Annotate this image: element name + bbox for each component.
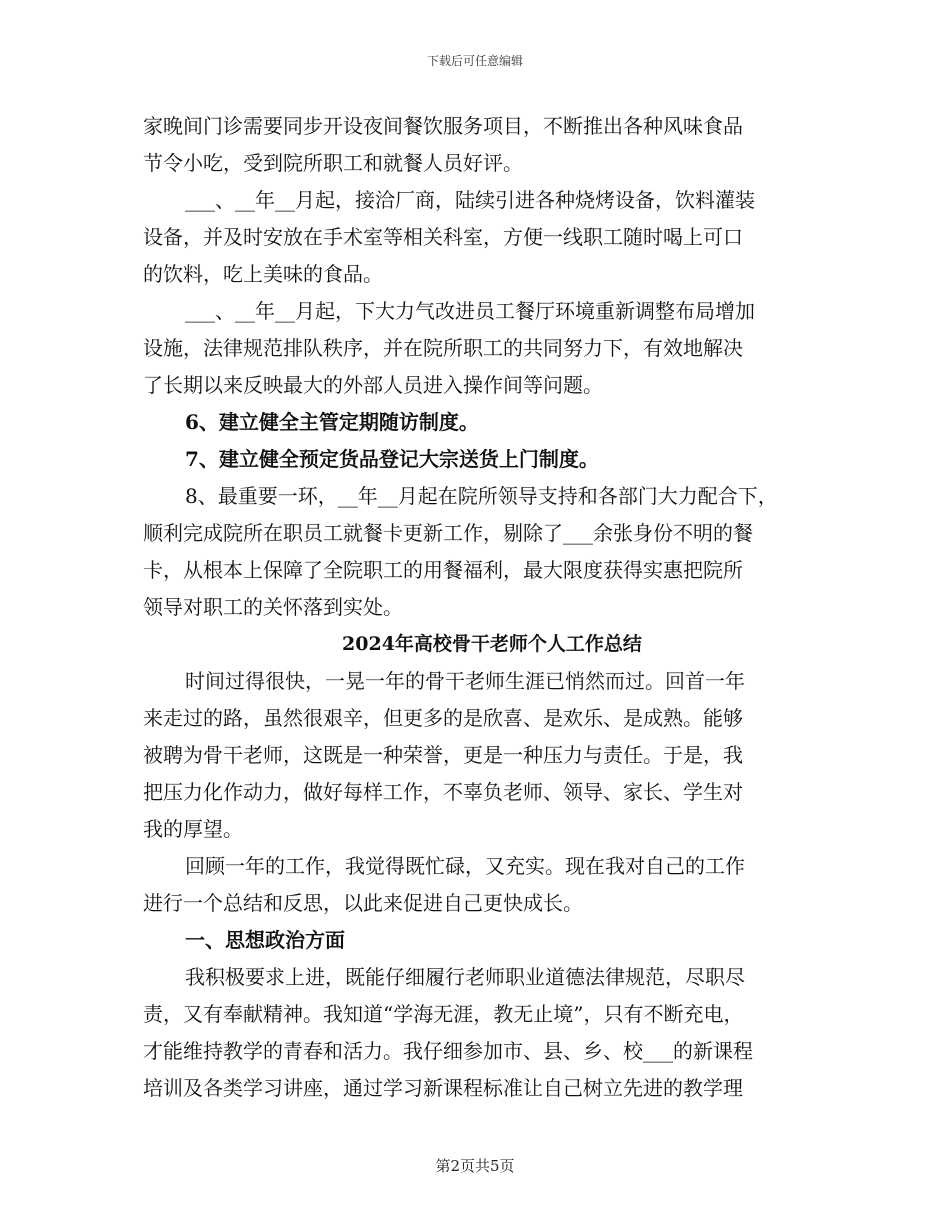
- paragraph-line: 设施，法律规范排队秩序，并在院所职工的共同努力下，有效地解决: [143, 336, 743, 360]
- paragraph-line: 回顾一年的工作，我觉得既忙碌，又充实。现在我对自己的工作: [185, 854, 745, 878]
- paragraph-line: 节令小吃，受到院所职工和就餐人员好评。: [143, 151, 523, 175]
- paragraph-line: 我积极要求上进，既能仔细履行老师职业道德法律规范，尽职尽: [185, 965, 745, 989]
- paragraph-line: 进行一个总结和反思，以此来促进自己更快成长。: [143, 891, 583, 915]
- paragraph-line: 卡，从根本上保障了全院职工的用餐福利，最大限度获得实惠把院所: [143, 558, 743, 582]
- paragraph-line: 培训及各类学习讲座，通过学习新课程标准让自己树立先进的教学理: [143, 1076, 743, 1100]
- paragraph-line: 我的厚望。: [143, 817, 243, 841]
- paragraph-line: 时间过得很快，一晃一年的骨干老师生涯已悄然而过。回首一年: [185, 669, 745, 693]
- paragraph-line: 责，又有奉献精神。我知道“学海无涯，教无止境”，只有不断充电，: [143, 1002, 744, 1026]
- page-footer: 第2页共5页: [435, 1157, 515, 1175]
- paragraph-line: ___、__年__月起，接洽厂商，陆续引进各种烧烤设备，饮料灌装: [185, 188, 755, 212]
- document-body: [143, 108, 811, 1107]
- paragraph-line: 8、最重要一环，__年__月起在院所领导支持和各部门大力配合下，: [185, 484, 778, 508]
- paragraph-line: 的饮料，吃上美味的食品。: [143, 262, 383, 286]
- paragraph-line: 家晚间门诊需要同步开设夜间餐饮服务项目，不断推出各种风味食品: [143, 114, 743, 138]
- section-heading: 一、思想政治方面: [185, 928, 345, 952]
- paragraph-line: 被聘为骨干老师，这既是一种荣誉，更是一种压力与责任。于是，我: [143, 743, 743, 767]
- paragraph-line: 把压力化作动力，做好每样工作，不辜负老师、领导、家长、学生对: [143, 780, 743, 804]
- paragraph-line: ___、__年__月起，下大力气改进员工餐厅环境重新调整布局增加: [185, 299, 755, 323]
- paragraph-line: 来走过的路，虽然很艰辛，但更多的是欣喜、是欢乐、是成熟。能够: [143, 706, 743, 730]
- paragraph-line: 了长期以来反映最大的外部人员进入操作间等问题。: [143, 373, 603, 397]
- section-heading: 7、建立健全预定货品登记大宗送货上门制度。: [185, 447, 599, 471]
- section-heading: 6、建立健全主管定期随访制度。: [185, 410, 479, 434]
- paragraph-line: 才能维持教学的青春和活力。我仔细参加市、县、乡、校___的新课程: [143, 1039, 753, 1063]
- document-title: 2024年高校骨干老师个人工作总结: [342, 633, 642, 655]
- paragraph-line: 设备，并及时安放在手术室等相关科室，方便一线职工随时喝上可口: [143, 225, 743, 249]
- page-header: 下载后可任意编辑: [426, 54, 523, 68]
- paragraph-line: 顺利完成院所在职员工就餐卡更新工作，剔除了___余张身份不明的餐: [143, 521, 753, 545]
- paragraph-line: 领导对职工的关怀落到实处。: [143, 595, 403, 619]
